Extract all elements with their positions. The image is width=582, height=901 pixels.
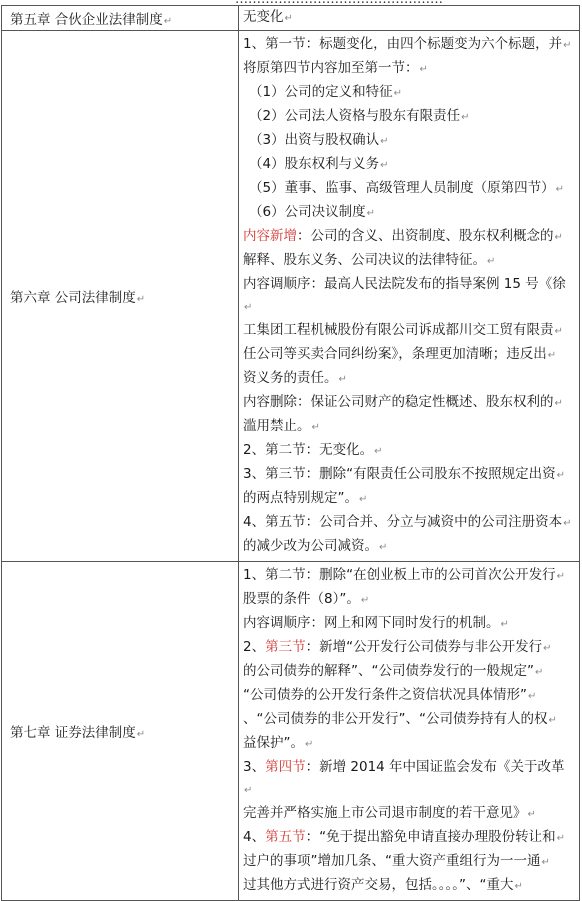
change-description-cell <box>239 562 580 901</box>
text-line <box>243 756 573 802</box>
table-row <box>2 562 580 901</box>
paragraph-mark: ↵ <box>487 256 496 267</box>
paragraph-mark: ↵ <box>380 136 389 147</box>
text-line <box>243 684 573 708</box>
highlighted-text: 第三节 <box>265 639 306 655</box>
text-line <box>243 81 573 105</box>
paragraph-mark: ↵ <box>556 470 565 481</box>
text-line <box>243 636 573 660</box>
text-line <box>243 33 573 57</box>
line-text: 内容调顺序：网上和网下同时发行的机制。 <box>243 615 500 631</box>
line-text: 滥用禁止。 <box>243 418 311 434</box>
line-text: 解释、股东义务、公司决议的法律特征。 <box>243 252 486 268</box>
text-line <box>243 708 573 732</box>
paragraph-mark: ↵ <box>338 374 347 385</box>
paragraph-mark: ↵ <box>555 184 564 195</box>
paragraph-mark: ↵ <box>563 518 572 529</box>
text-line <box>243 874 573 898</box>
line-text: 股票的条件（8）”。 <box>243 591 360 607</box>
paragraph-mark: ↵ <box>547 350 557 361</box>
line-text: 无变化 <box>243 9 284 25</box>
chapter-cell <box>2 6 239 31</box>
paragraph-mark: ↵ <box>136 294 146 305</box>
text-line <box>243 535 573 559</box>
line-text: 4、第五节：公司合并、分立与减资中的公司注册资本 <box>243 514 563 530</box>
change-description-cell <box>239 31 580 562</box>
line-text: （4）股东权利与义务 <box>249 156 380 172</box>
paragraph-mark: ↵ <box>311 422 320 433</box>
line-text: 将原第四节内容加至第一节： <box>243 60 419 76</box>
line-text: （2）公司法人资格与股东有限责任 <box>249 108 461 124</box>
text-line <box>243 415 573 439</box>
paragraph-mark: ↵ <box>379 542 388 553</box>
paragraph-mark: ↵ <box>548 715 557 726</box>
paragraph-mark: ↵ <box>419 64 428 75</box>
line-text: 2、第二节：无变化。 <box>243 442 374 458</box>
paragraph-mark: ↵ <box>554 326 563 337</box>
text-line <box>243 153 573 177</box>
text-line <box>243 201 573 225</box>
paragraph-mark: ↵ <box>163 16 173 27</box>
paragraph-mark: ↵ <box>554 232 563 243</box>
paragraph-mark: ↵ <box>543 643 552 654</box>
text-line <box>243 225 573 249</box>
line-text: （5）董事、监事、高级管理人员制度（原第四节） <box>249 180 555 196</box>
paragraph-mark: ↵ <box>360 595 370 606</box>
paragraph-mark: ↵ <box>556 833 565 844</box>
paragraph-mark: ↵ <box>366 208 375 219</box>
text-line <box>243 612 573 636</box>
text-line <box>243 732 573 756</box>
text-line <box>243 564 573 588</box>
line-text: 3、第三节：删除“有限责任公司股东不按照规定出资 <box>243 466 556 482</box>
paragraph-mark: ↵ <box>563 40 572 51</box>
line-text: ：新增“公开发行公司债券与非公开发行 <box>305 639 543 655</box>
text-line <box>243 802 573 826</box>
line-text: （6）公司决议制度 <box>249 204 366 220</box>
paragraph-mark: ↵ <box>500 619 509 630</box>
line-text: 的公司债券的解释”、“公司债券发行的一般规定” <box>243 663 534 679</box>
text-line <box>243 463 573 487</box>
text-line <box>243 343 573 367</box>
line-text: 益保护”。 <box>243 735 304 751</box>
line-text: “公司债券的公开发行条件之资信状况具体情形” <box>243 687 527 703</box>
paragraph-mark: ↵ <box>305 739 314 750</box>
paragraph-mark: ↵ <box>244 785 253 796</box>
line-text: 的两点特别规定”。 <box>243 490 358 506</box>
paragraph-mark: ↵ <box>556 571 565 582</box>
paragraph-mark: ↵ <box>136 729 146 740</box>
line-text: 过户的事项”增加几条、“重大资产重组行为一一通 <box>243 853 541 869</box>
line-text: 内容调顺序：最高人民法院发布的指导案例 15 号《徐 <box>243 276 566 292</box>
paragraph-mark: ↵ <box>461 112 470 123</box>
line-text: 过其他方式进行资产交易，包括。。。。”、“重大 <box>243 877 514 893</box>
paragraph-mark: ↵ <box>244 302 253 313</box>
line-text: （3）出资与股权确认 <box>249 132 380 148</box>
line-text: 1、第二节：删除“在创业板上市的公司首次公开发行 <box>243 567 556 583</box>
line-text: 完善并严格实施上市公司退市制度的若干意见》 <box>243 805 527 821</box>
text-line <box>243 57 573 81</box>
text-line <box>243 826 573 850</box>
line-text: ：公司的含义、出资制度、股东权利概念的 <box>297 228 554 244</box>
highlighted-text: 内容新增 <box>243 228 297 244</box>
text-line <box>243 367 573 391</box>
line-text: 内容删除：保证公司财产的稳定性概述、股东权利的 <box>243 394 554 410</box>
paragraph-mark: ↵ <box>528 691 537 702</box>
paragraph-mark: ↵ <box>554 398 563 409</box>
paragraph-mark: ↵ <box>541 857 550 868</box>
paragraph-mark: ↵ <box>359 494 368 505</box>
line-text: ：“免于提出豁免申请直接办理股份转让和 <box>305 829 556 845</box>
paragraph-mark: ↵ <box>527 809 536 820</box>
line-text: 工集团工程机械股份有限公司诉成都川交工贸有限责 <box>243 322 554 338</box>
table-row <box>2 31 580 562</box>
text-line <box>243 249 573 273</box>
paragraph-mark: ↵ <box>534 667 544 678</box>
text-line <box>243 660 573 684</box>
chapter-title: 第五章 合伙企业法律制度 <box>10 12 163 28</box>
paragraph-mark: ↵ <box>393 88 402 99</box>
text-line <box>243 588 573 612</box>
chapter-title: 第七章 证券法律制度 <box>10 725 136 741</box>
highlighted-text: 第四节 <box>265 759 306 775</box>
text-line <box>243 487 573 511</box>
line-text: （1）公司的定义和特征 <box>249 84 393 100</box>
line-text: 任公司等买卖合同纠纷案》，条理更加清晰；违反出 <box>243 346 547 362</box>
line-text: 的减少改为公司减资。 <box>243 538 378 554</box>
text-line <box>243 319 573 343</box>
chapter-title: 第六章 公司法律制度 <box>10 290 136 306</box>
text-line <box>243 511 573 535</box>
text-line <box>243 273 573 319</box>
paragraph-mark: ↵ <box>284 13 293 24</box>
line-text: ：新增 2014 年中国证监会发布《关于改革 <box>305 759 565 775</box>
line-text: 、“公司债券的非公开发行”、“公司债券持有人的权 <box>243 711 548 727</box>
change-description-cell <box>239 6 580 31</box>
chapter-cell <box>2 31 239 562</box>
text-line <box>243 6 573 30</box>
chapter-cell <box>2 562 239 901</box>
line-text: 4、 <box>243 829 266 845</box>
text-line <box>243 129 573 153</box>
paragraph-mark: ↵ <box>514 881 523 892</box>
paragraph-mark: ↵ <box>380 160 389 171</box>
table-row <box>2 6 580 31</box>
text-line <box>243 850 573 874</box>
line-text: 2、 <box>243 639 266 655</box>
text-line <box>243 439 573 463</box>
text-line <box>243 391 573 415</box>
paragraph-mark: ↵ <box>374 446 383 457</box>
text-line <box>243 105 573 129</box>
line-text: 3、 <box>243 759 266 775</box>
chapter-changes-table <box>1 5 580 901</box>
line-text: 资义务的责任。 <box>243 370 338 386</box>
line-text: 1、第一节：标题变化，由四个标题变为六个标题，并 <box>243 36 563 52</box>
highlighted-text: 第五节 <box>265 829 306 845</box>
text-line <box>243 177 573 201</box>
